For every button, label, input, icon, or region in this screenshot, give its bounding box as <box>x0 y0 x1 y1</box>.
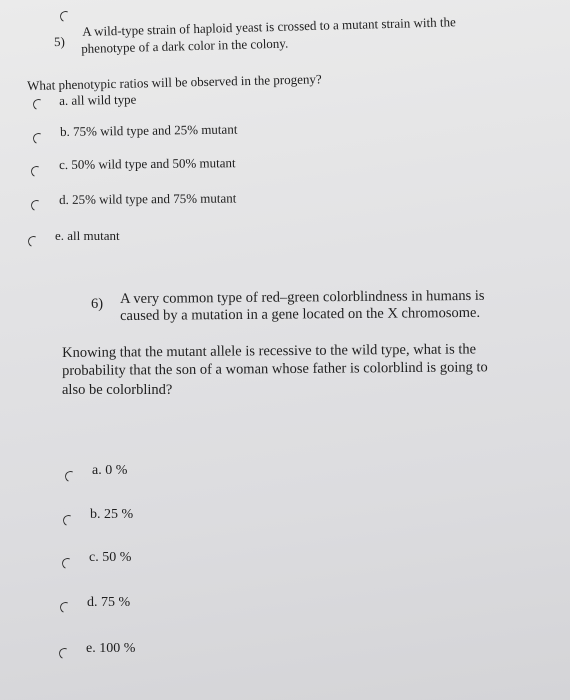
question-stem: phenotype of a dark color in the colony. <box>81 35 289 56</box>
radio-icon[interactable] <box>29 164 43 178</box>
answer-option[interactable]: d. 25% wild type and 75% mutant <box>59 190 237 207</box>
radio-icon[interactable] <box>57 646 71 660</box>
question-prompt: also be colorblind? <box>62 382 173 398</box>
radio-icon[interactable] <box>31 97 45 111</box>
radio-icon[interactable] <box>31 131 45 145</box>
question-stem: A very common type of red–green colorblindness in humans is <box>120 287 485 307</box>
answer-option[interactable]: a. all wild type <box>59 91 137 108</box>
answer-option[interactable]: c. 50% wild type and 50% mutant <box>59 155 236 172</box>
question-stem: A wild-type strain of haploid yeast is crossed to a mutant strain with the <box>82 14 456 39</box>
radio-icon[interactable] <box>58 600 72 614</box>
answer-option[interactable]: b. 75% wild type and 25% mutant <box>60 121 238 139</box>
answer-option[interactable]: c. 50 % <box>89 550 132 565</box>
radio-icon[interactable] <box>29 198 43 212</box>
answer-option[interactable]: a. 0 % <box>92 463 128 478</box>
question-prompt: probability that the son of a woman whose father is colorblind is going to <box>62 359 488 379</box>
question-stem: caused by a mutation in a gene located on the X chromosome. <box>120 304 481 324</box>
radio-icon[interactable] <box>26 234 40 248</box>
question-number: 5) <box>53 33 66 50</box>
answer-option[interactable]: d. 75 % <box>87 595 131 610</box>
radio-icon[interactable] <box>58 9 72 23</box>
question-number: 6) <box>91 296 104 312</box>
answer-option[interactable]: e. 100 % <box>86 641 136 656</box>
answer-option[interactable]: e. all mutant <box>55 228 120 243</box>
answer-option[interactable]: b. 25 % <box>90 507 134 522</box>
radio-icon[interactable] <box>60 556 74 570</box>
radio-icon[interactable] <box>61 513 75 527</box>
question-prompt: What phenotypic ratios will be observed in the progeny? <box>27 71 322 93</box>
question-prompt: Knowing that the mutant allele is recessive to the wild type, what is the <box>62 341 477 361</box>
radio-icon[interactable] <box>63 469 77 483</box>
